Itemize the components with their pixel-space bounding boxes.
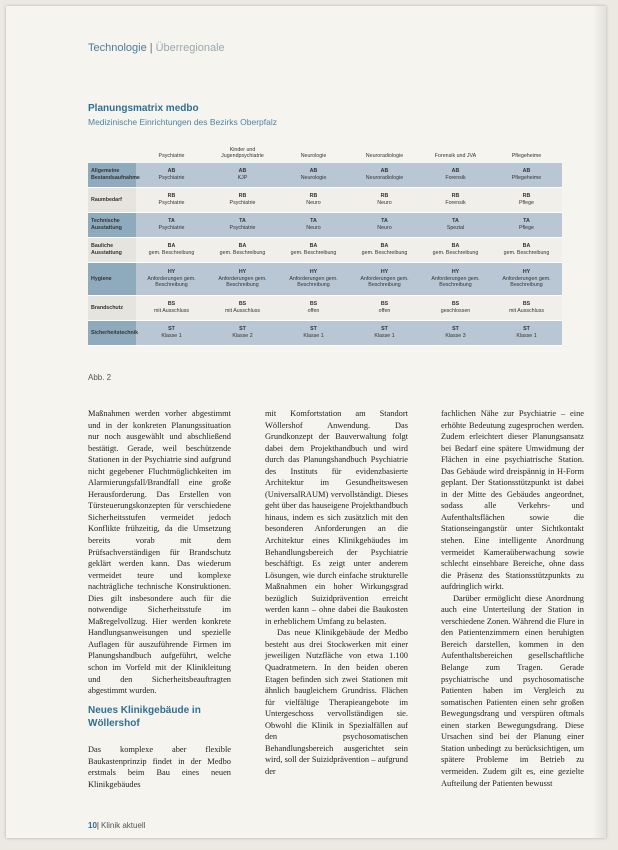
matrix-cell-code: AB bbox=[309, 168, 318, 175]
text-column-2 bbox=[265, 408, 408, 778]
matrix-cell-description: Pflegeheime bbox=[511, 175, 542, 181]
matrix-cell bbox=[349, 188, 420, 213]
matrix-cell bbox=[420, 213, 491, 238]
footer-separator: | bbox=[96, 821, 99, 830]
matrix-cell-code: RB bbox=[167, 193, 176, 200]
body-paragraph: fachlichen Nähe zur Psychiatrie – eine erhöhte Bedeutung zugesprochen werden. Zudem erleichtert dieser Planungsansatz bei Bedarf eine spätere Umwidmung der Flächen in eine psychiatrische Station. Das Gebäude wird dreispännig in H-Form geplant. Der Stationsstützpunkt ist dabei in der Mitte des Gebäudes angeordnet, sodass alle Verkehrs- und Aufenthaltsflächen sowie die Stationseingangstür unter Sichtkontakt stehen. Eine intelligente Anordnung vermeidet Kameraüberwachung sowie schlecht einsehbare Bereiche, ohne dass die Präsenz des Stationsstützpunkts zu aufdringlich wirkt. bbox=[441, 409, 584, 592]
matrix-cell-code: ST bbox=[239, 326, 246, 333]
matrix-cell bbox=[420, 296, 491, 321]
matrix-cell-description: Klasse 1 bbox=[516, 333, 537, 339]
text-column-1-continued bbox=[88, 744, 231, 790]
matrix-cell-code: ST bbox=[452, 326, 459, 333]
matrix-cell-description: Psychiatrie bbox=[229, 200, 256, 206]
matrix-cell-code: HY bbox=[167, 268, 176, 275]
matrix-cell-description: Forensik bbox=[445, 200, 466, 206]
header-separator: | bbox=[149, 42, 153, 54]
matrix-row-label: Technische Ausstattung bbox=[88, 213, 136, 238]
matrix-cell bbox=[207, 263, 278, 296]
matrix-cell-code: BS bbox=[451, 301, 460, 308]
matrix-cell-code: ST bbox=[381, 326, 388, 333]
text-column-3 bbox=[441, 408, 584, 789]
matrix-column-header: Kinder und Jugendpsychiatrie bbox=[221, 146, 264, 160]
matrix-cell-description: Anforderungen gem. Beschreibung bbox=[502, 275, 551, 289]
matrix-cell-description: Spezial bbox=[446, 225, 465, 231]
matrix-cell-code: RB bbox=[380, 193, 389, 200]
matrix-row-label: Allgemeine Bestandsaufnahme bbox=[88, 163, 136, 188]
matrix-cell-description: Klasse 1 bbox=[303, 333, 324, 339]
matrix-cell-description: mit Ausschluss bbox=[153, 308, 190, 314]
matrix-cell bbox=[491, 188, 562, 213]
matrix-cell-description: Neuroradiologie bbox=[365, 175, 404, 181]
planning-matrix-table bbox=[88, 142, 562, 346]
matrix-cell-description: offen bbox=[307, 308, 320, 314]
matrix-cell-code: TA bbox=[381, 218, 388, 225]
matrix-row bbox=[88, 296, 562, 321]
matrix-cell bbox=[278, 213, 349, 238]
matrix-cell-description: Pflege bbox=[518, 200, 535, 206]
body-paragraph: Maßnahmen werden vorher abgestimmt und in der konkreten Planungssituation nur noch ausgewählt und abschließend bestätigt. Gerade, weil beschützende Stationen in der Psychiatrie sind aufgrund nicht gegebener Fluchtmöglichkeiten im Alarmierungsfall/Brandfall eine große Herausforderung. Das Erstellen von Türsteuerungskonzepten für verschiedene Sicherheitsstufen vermeidet jedoch Konflikte frühzeitig, da die Umsetzung bereits vorab mit dem Prüfsachverständigen für Brandschutz geklärt werden kann. Das wiederum vermeidet teure und komplexe nachträgliche technische Konstruktionen. Dies gilt insbesondere auch für die notwendige Sicherheitsstufe im Maßregelvollzug. Hier werden konkrete Handlungsanweisungen und spezielle Auflagen für auszuführende Firmen im Planungshandbuch aufgeführt, welche schon im Vorfeld mit der Klinikleitung und den Sicherheitsbeauftragten abgestimmt wurden. bbox=[88, 409, 231, 696]
matrix-cell-code: RB bbox=[238, 193, 247, 200]
matrix-cell bbox=[278, 238, 349, 263]
matrix-cell bbox=[278, 321, 349, 346]
matrix-cell-description: Klasse 3 bbox=[445, 333, 466, 339]
matrix-cell-code: BS bbox=[522, 301, 531, 308]
matrix-cell bbox=[278, 296, 349, 321]
matrix-cell-code: AB bbox=[451, 168, 460, 175]
running-header bbox=[88, 42, 225, 54]
matrix-cell bbox=[420, 238, 491, 263]
matrix-cell-code: BA bbox=[522, 243, 531, 250]
matrix-cell-description: Neuro bbox=[306, 225, 321, 231]
matrix-row bbox=[88, 213, 562, 238]
text-column-1 bbox=[88, 408, 231, 697]
matrix-cell-description: KJP bbox=[237, 175, 248, 181]
matrix-cell bbox=[349, 213, 420, 238]
matrix-cell bbox=[349, 238, 420, 263]
matrix-cell-code: BA bbox=[380, 243, 389, 250]
body-paragraph: Das neue Klinikgebäude der Medbo besteht aus drei Stockwerken mit einer jeweiligen Nutzfläche von etwa 1.100 Quadratmetern. In den beiden oberen Etagen befinden sich zwei Stationen mit ähnlich baugleichem Grundriss. Flächen für vielfältige Therapieangebote im Untergeschoss vervollständigen sie. Obwohl die Klinik in Spezialfällen auf den psychosomatischen Behandlungsbereich ausgerichtet sein wird, soll der Suizidprävention – aufgrund der bbox=[265, 628, 408, 776]
matrix-cell bbox=[136, 321, 207, 346]
matrix-cell-code: BA bbox=[451, 243, 460, 250]
matrix-cell-description: gem. Beschreibung bbox=[432, 250, 479, 256]
body-paragraph: Das komplexe aber flexible Baukastenprinzip findet in der Medbo erstmals beim Bau eines neuen Klinikgebäudes bbox=[88, 745, 231, 789]
matrix-cell-code: TA bbox=[452, 218, 459, 225]
matrix-cell-code: TA bbox=[239, 218, 246, 225]
header-topic: Überregionale bbox=[155, 42, 225, 54]
matrix-cell-description: Psychiatrie bbox=[158, 175, 185, 181]
matrix-cell-description: Psychiatrie bbox=[158, 225, 185, 231]
matrix-cell-description: Neuro bbox=[306, 200, 321, 206]
matrix-row-label: Hygiene bbox=[88, 263, 136, 296]
matrix-row bbox=[88, 263, 562, 296]
matrix-cell-code: HY bbox=[309, 268, 318, 275]
matrix-cell bbox=[136, 238, 207, 263]
matrix-cell-code: BA bbox=[238, 243, 247, 250]
matrix-cell-code: BS bbox=[380, 301, 389, 308]
matrix-cell-code: AB bbox=[522, 168, 531, 175]
body-paragraph: mit Komfortstation am Standort Wöllershof Anwendung. Das Grundkonzept der Bauverwaltung folgt dabei dem Projekthandbuch und wird durch das Planungshandbuch Psychiatrie des Instituts für evidenzbasierte Architektur im Gesundheitswesen (UniversalRAUM) vervollständigt. Dieses geht über das hauseigene Projekthandbuch hinaus, indem es sich zusätzlich mit den besonderen Anforderungen an die Architektur eines Klinikgebäudes im Behandlungsbereich der Psychiatrie beschäftigt. Es zeigt unter anderem Lösungen, wie durch einfache strukturelle Maßnahmen ein hoher Wirkungsgrad bezüglich Suizidprävention erreicht werden kann – ohne dabei die Baukosten in erheblichem Umfang zu belasten. bbox=[265, 409, 408, 626]
matrix-cell-description: geschlossen bbox=[440, 308, 471, 314]
matrix-header-row bbox=[88, 142, 562, 163]
matrix-cell bbox=[420, 163, 491, 188]
matrix-row-label: Brandschutz bbox=[88, 296, 136, 321]
header-section: Technologie bbox=[88, 42, 147, 54]
matrix-cell bbox=[491, 296, 562, 321]
matrix-column-header: Psychiatrie bbox=[158, 153, 185, 160]
matrix-cell-code: HY bbox=[238, 268, 247, 275]
document-page bbox=[6, 6, 606, 838]
matrix-cell-description: gem. Beschreibung bbox=[148, 250, 195, 256]
matrix-cell-code: HY bbox=[522, 268, 531, 275]
matrix-cell-description: mit Ausschluss bbox=[508, 308, 545, 314]
body-paragraph: Darüber ermöglicht diese Anordnung auch eine Unterteilung der Station in verschiedene Zonen. Während die Flure in den Patientenzimmern einen beruhigten Bereich darstellen, kommen in den Aufenthaltsbereichen gesellschaftliche Belange zum Tragen. Gerade psychiatrische und psychosomatische Patienten haben im Vergleich zu somatischen Patienten einen sehr großen Bewegungsdrang und verspüren oftmals einen starken Bewegungsdrang. Diese Ursachen sind bei der Planung einer Station unbedingt zu berücksichtigen, um spätere Probleme im Betrieb zu vermeiden. Zudem gilt es, eine gezielte Aufteilung der Patienten bewusst bbox=[441, 593, 584, 788]
matrix-cell bbox=[491, 321, 562, 346]
matrix-cell bbox=[491, 213, 562, 238]
matrix-cell-description: Psychiatrie bbox=[158, 200, 185, 206]
matrix-cell bbox=[207, 188, 278, 213]
matrix-cell bbox=[491, 238, 562, 263]
matrix-cell-description: Pflege bbox=[518, 225, 535, 231]
matrix-body bbox=[88, 163, 562, 346]
matrix-row-label: Sicherheitstechnik bbox=[88, 321, 136, 346]
matrix-cell bbox=[349, 321, 420, 346]
matrix-cell bbox=[136, 163, 207, 188]
matrix-cell-description: Anforderungen gem. Beschreibung bbox=[218, 275, 267, 289]
publication-name: Klinik aktuell bbox=[100, 821, 146, 830]
matrix-cell-description: Anforderungen gem. Beschreibung bbox=[147, 275, 196, 289]
matrix-cell-description: gem. Beschreibung bbox=[290, 250, 337, 256]
matrix-cell bbox=[136, 263, 207, 296]
section-heading: Neues Klinikgebäude in Wöllershof bbox=[88, 705, 201, 729]
matrix-cell bbox=[278, 163, 349, 188]
matrix-cell bbox=[491, 263, 562, 296]
matrix-cell bbox=[136, 213, 207, 238]
matrix-cell-description: Forensik bbox=[445, 175, 466, 181]
page-fold-shadow bbox=[592, 6, 606, 838]
matrix-cell-description: gem. Beschreibung bbox=[361, 250, 408, 256]
matrix-cell-code: ST bbox=[168, 326, 175, 333]
page-number: 10 bbox=[88, 821, 97, 830]
matrix-column-header: Neurologie bbox=[300, 153, 327, 160]
matrix-cell-code: ST bbox=[523, 326, 530, 333]
matrix-cell bbox=[207, 163, 278, 188]
matrix-cell-code: AB bbox=[167, 168, 176, 175]
matrix-cell-code: BA bbox=[167, 243, 176, 250]
matrix-cell bbox=[278, 263, 349, 296]
matrix-row-label: Bauliche Ausstattung bbox=[88, 238, 136, 263]
matrix-cell-code: TA bbox=[168, 218, 175, 225]
matrix-cell-description: gem. Beschreibung bbox=[219, 250, 266, 256]
matrix-cell bbox=[207, 296, 278, 321]
matrix-cell bbox=[420, 263, 491, 296]
matrix-cell-code: BS bbox=[309, 301, 318, 308]
matrix-cell bbox=[420, 188, 491, 213]
matrix-cell-code: BA bbox=[309, 243, 318, 250]
matrix-column-header: Forensik und JVA bbox=[434, 153, 477, 160]
matrix-cell-description: Neuro bbox=[377, 200, 392, 206]
matrix-cell-description: Klasse 1 bbox=[161, 333, 182, 339]
matrix-cell bbox=[349, 263, 420, 296]
figure-subtitle: Medizinische Einrichtungen des Bezirks Oberpfalz bbox=[88, 117, 277, 127]
matrix-row bbox=[88, 188, 562, 213]
matrix-cell bbox=[349, 163, 420, 188]
matrix-cell-code: BS bbox=[238, 301, 247, 308]
matrix-cell-code: HY bbox=[380, 268, 389, 275]
matrix-cell-code: AB bbox=[238, 168, 247, 175]
matrix-cell-code: TA bbox=[310, 218, 317, 225]
matrix-cell-description: mit Ausschluss bbox=[224, 308, 261, 314]
matrix-cell-code: ST bbox=[310, 326, 317, 333]
matrix-column-header: Neuroradiologie bbox=[365, 153, 404, 160]
matrix-cell-code: RB bbox=[309, 193, 318, 200]
matrix-column-header: Pflegeheime bbox=[511, 153, 542, 160]
matrix-cell-description: offen bbox=[378, 308, 391, 314]
matrix-cell bbox=[207, 238, 278, 263]
figure-caption: Abb. 2 bbox=[88, 373, 112, 382]
matrix-cell-description: Anforderungen gem. Beschreibung bbox=[360, 275, 409, 289]
matrix-row bbox=[88, 163, 562, 188]
page-footer bbox=[88, 821, 145, 830]
matrix-cell-code: BS bbox=[167, 301, 176, 308]
matrix-cell-code: RB bbox=[522, 193, 531, 200]
matrix-cell-description: Klasse 2 bbox=[232, 333, 253, 339]
matrix-cell-code: RB bbox=[451, 193, 460, 200]
matrix-row bbox=[88, 238, 562, 263]
matrix-cell bbox=[420, 321, 491, 346]
figure-title: Planungsmatrix medbo bbox=[88, 103, 199, 114]
matrix-cell-description: Anforderungen gem. Beschreibung bbox=[289, 275, 338, 289]
matrix-cell-description: Klasse 1 bbox=[374, 333, 395, 339]
matrix-cell-description: Psychiatrie bbox=[229, 225, 256, 231]
matrix-cell-code: HY bbox=[451, 268, 460, 275]
matrix-cell bbox=[207, 321, 278, 346]
matrix-cell-description: Anforderungen gem. Beschreibung bbox=[431, 275, 480, 289]
matrix-row-label: Raumbedarf bbox=[88, 188, 136, 213]
matrix-cell-code: TA bbox=[523, 218, 530, 225]
matrix-corner-cell bbox=[88, 142, 136, 163]
matrix-cell bbox=[278, 188, 349, 213]
matrix-cell bbox=[207, 213, 278, 238]
matrix-cell-description: Neuro bbox=[377, 225, 392, 231]
matrix-cell bbox=[349, 296, 420, 321]
matrix-cell bbox=[136, 188, 207, 213]
matrix-cell bbox=[136, 296, 207, 321]
matrix-cell-description: Neurologie bbox=[300, 175, 327, 181]
matrix-cell-code: AB bbox=[380, 168, 389, 175]
matrix-cell bbox=[491, 163, 562, 188]
matrix-cell-description: gem. Beschreibung bbox=[503, 250, 550, 256]
matrix-row bbox=[88, 321, 562, 346]
